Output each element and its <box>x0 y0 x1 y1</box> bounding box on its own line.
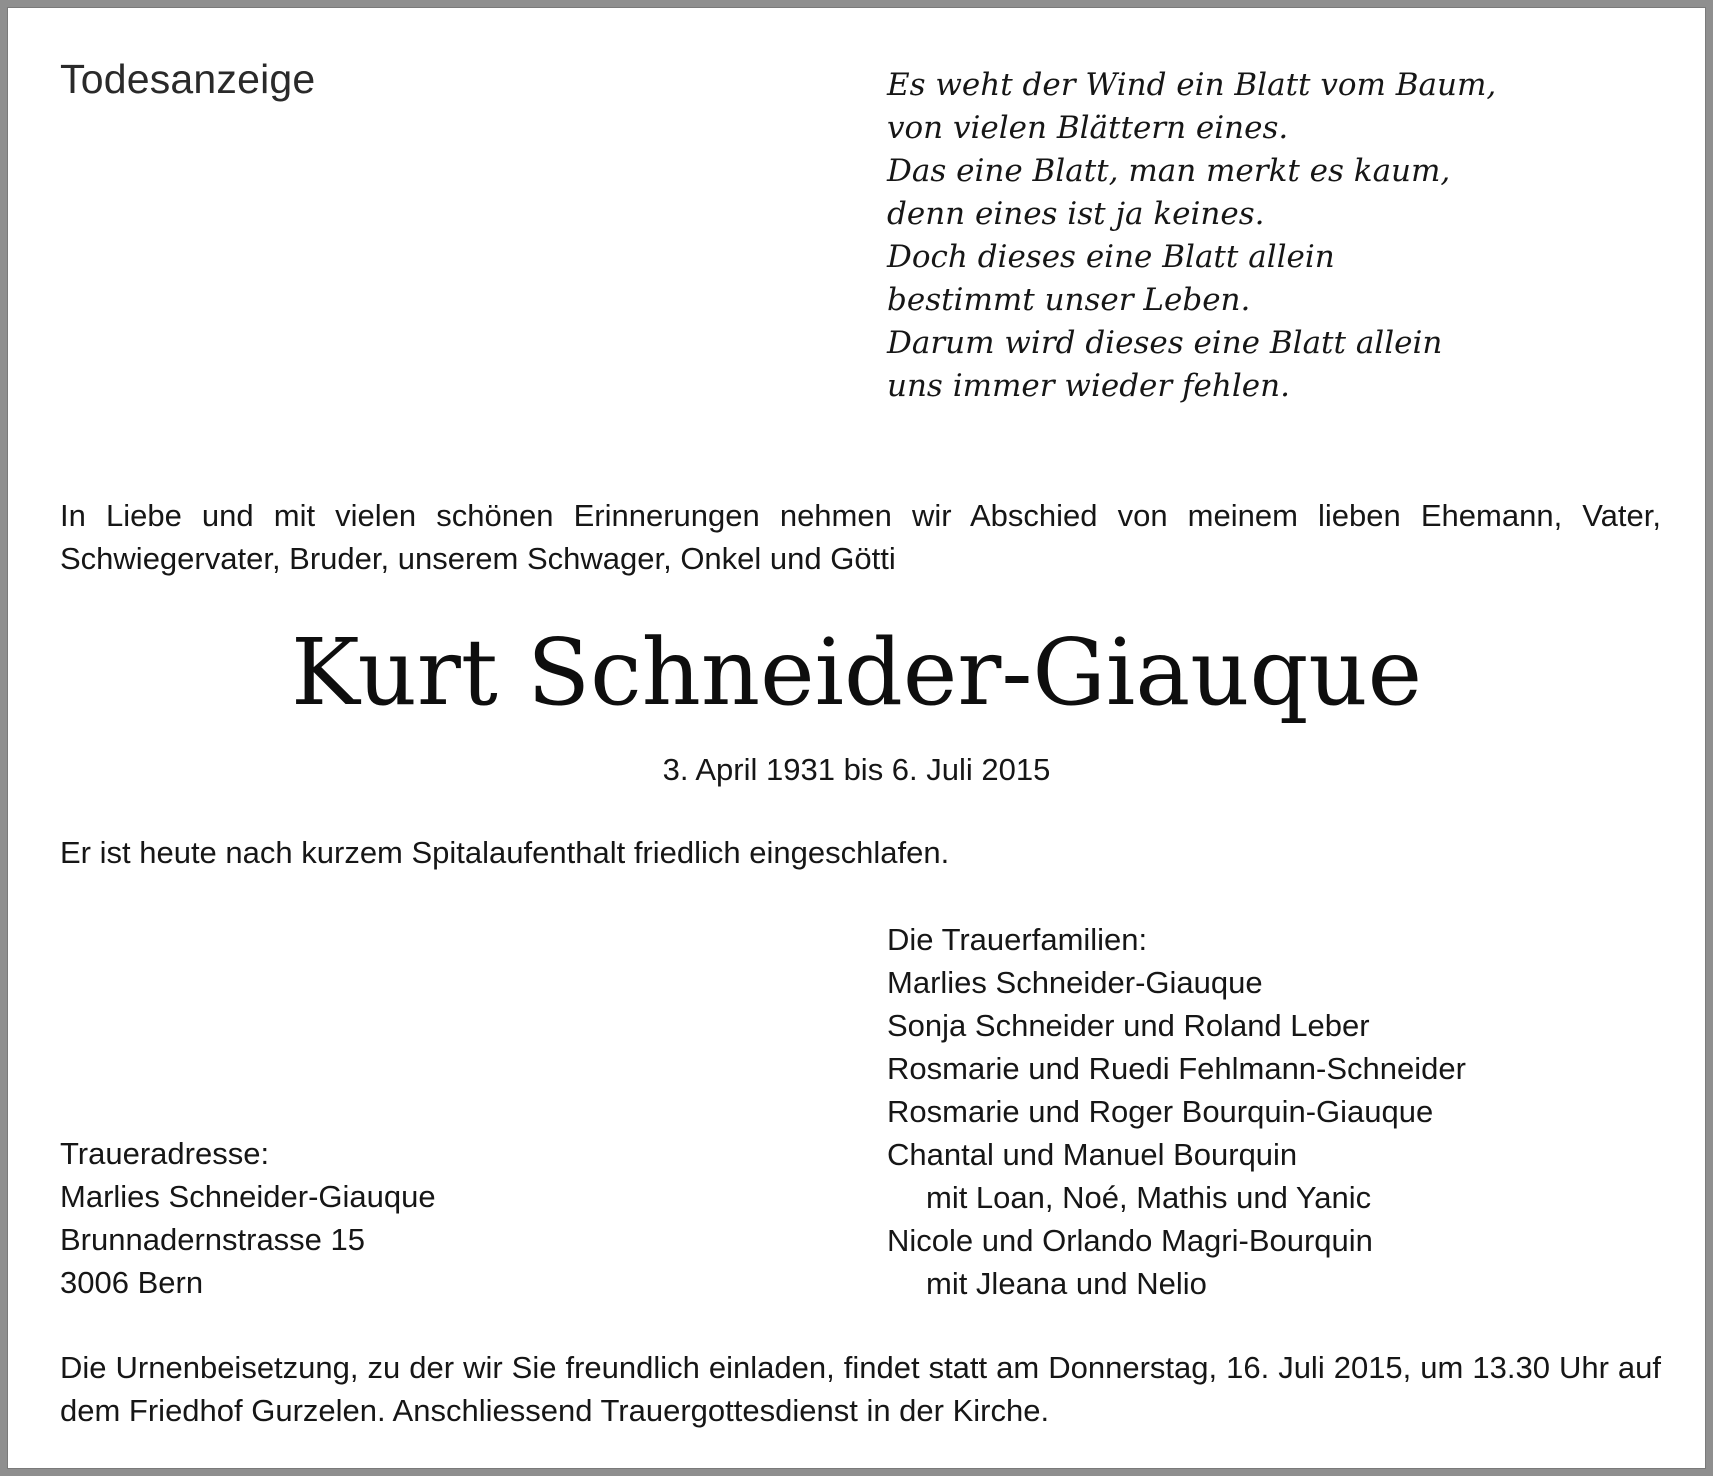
family-entry: Rosmarie und Ruedi Fehlmann-Schneider <box>887 1051 1466 1086</box>
address-name: Marlies Schneider-Giauque <box>60 1179 436 1214</box>
address-city: 3006 Bern <box>60 1265 204 1300</box>
family-entry-children: mit Jleana und Nelio <box>926 1266 1207 1301</box>
families-title: Die Trauerfamilien: <box>887 922 1148 957</box>
poem <box>887 64 1667 408</box>
poem-line: Es weht der Wind ein Blatt vom Baum, <box>887 67 1497 103</box>
life-dates: 3. April 1931 bis 6. Juli 2015 <box>662 752 1051 787</box>
poem-line: uns immer wieder fehlen. <box>887 368 1290 404</box>
address-title: Traueradresse: <box>60 1136 270 1171</box>
family-entry: Marlies Schneider-Giauque <box>887 965 1263 1000</box>
address-street: Brunnadernstrasse 15 <box>60 1222 366 1257</box>
poem-line: denn eines ist ja keines. <box>887 196 1265 232</box>
notice-heading: Todesanzeige <box>60 56 316 102</box>
intro-text: In Liebe und mit vielen schönen Erinnerungen nehmen wir Abschied von meinem lieben Ehemann, Vater, Schwiegervater, Bruder, unserem Schwager, Onkel und Götti <box>60 498 1661 576</box>
family-entry-children: mit Loan, Noé, Mathis und Yanic <box>926 1180 1372 1215</box>
death-note: Er ist heute nach kurzem Spitalaufenthalt friedlich eingeschlafen. <box>60 835 950 870</box>
poem-line: Darum wird dieses eine Blatt allein <box>887 325 1443 361</box>
ceremony-text: Die Urnenbeisetzung, zu der wir Sie freundlich einladen, findet statt am Donnerstag, 16. Juli 2015, um 13.30 Uhr auf dem Friedhof Gurzelen. Anschliessend Trauergottesdienst in der Kirche. <box>60 1350 1661 1428</box>
poem-line: Das eine Blatt, man merkt es kaum, <box>887 153 1451 189</box>
deceased-name: Kurt Schneider-Giauque <box>290 619 1423 726</box>
family-entry: Nicole und Orlando Magri-Bourquin <box>887 1223 1373 1258</box>
obituary-page <box>8 8 1705 1468</box>
poem-line: Doch dieses eine Blatt allein <box>887 239 1335 275</box>
family-entry: Chantal und Manuel Bourquin <box>887 1137 1298 1172</box>
poem-line: bestimmt unser Leben. <box>887 282 1251 318</box>
family-entry: Sonja Schneider und Roland Leber <box>887 1008 1370 1043</box>
poem-line: von vielen Blättern eines. <box>887 110 1289 146</box>
mourning-families <box>887 918 1677 1305</box>
family-entry: Rosmarie und Roger Bourquin-Giauque <box>887 1094 1434 1129</box>
mourning-address <box>60 1132 436 1304</box>
